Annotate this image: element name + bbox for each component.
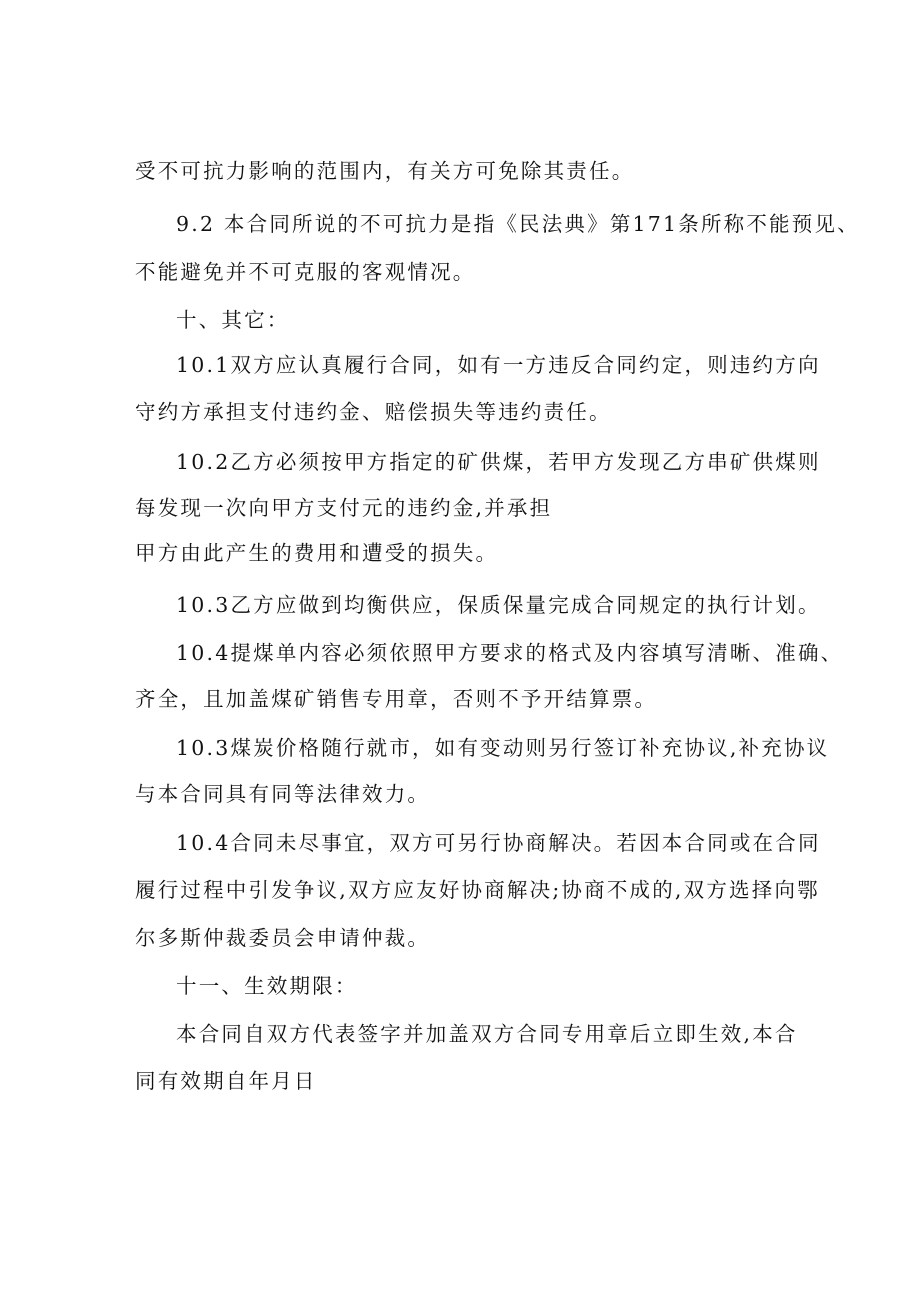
text-line: 尔多斯仲裁委员会申请仲裁。 [135, 926, 431, 950]
text-line: 同有效期自年月日 [135, 1069, 317, 1093]
clause-10-3b-line: 10.3煤炭价格随行就市，如有变动则另行签订补充协议,补充协议 [176, 736, 830, 760]
text-line: 甲方由此产生的费用和遭受的损失。 [135, 541, 499, 565]
clause-10-2-line: 10.2乙方必须按甲方指定的矿供煤，若甲方发现乙方串矿供煤则 [176, 450, 821, 474]
text-line: 与本合同具有同等法律效力。 [135, 782, 431, 806]
clause-10-4-line: 10.4提煤单内容必须依照甲方要求的格式及内容填写清晰、准确、 [176, 641, 844, 665]
text-line: 受不可抗力影响的范围内，有关方可免除其责任。 [135, 159, 635, 183]
text-line: 本合同自双方代表签字并加盖双方合同专用章后立即生效,本合 [176, 1022, 798, 1046]
clause-10-3-line: 10.3乙方应做到均衡供应，保质保量完成合同规定的执行计划。 [176, 593, 821, 617]
text-line: 齐全，且加盖煤矿销售专用章，否则不予开结算票。 [135, 687, 658, 711]
clause-10-1-line: 10.1双方应认真履行合同，如有一方违反合同约定，则违约方向 [176, 353, 821, 377]
section-heading-10: 十、其它： [176, 308, 290, 332]
text-line: 履行过程中引发争议,双方应友好协商解决;协商不成的,双方选择向鄂 [135, 878, 820, 902]
clause-10-4b-line: 10.4合同未尽事宜，双方可另行协商解决。若因本合同或在合同 [176, 831, 821, 855]
text-line: 每发现一次向甲方支付元的违约金,并承担 [135, 496, 553, 520]
text-line: 不能避免并不可克服的客观情况。 [135, 260, 476, 284]
clause-9-2-line: 9.2 本合同所说的不可抗力是指《民法典》第171条所称不能预见、 [176, 212, 860, 236]
section-heading-11: 十一、生效期限： [176, 974, 358, 998]
text-line: 守约方承担支付违约金、赔偿损失等违约责任。 [135, 400, 612, 424]
